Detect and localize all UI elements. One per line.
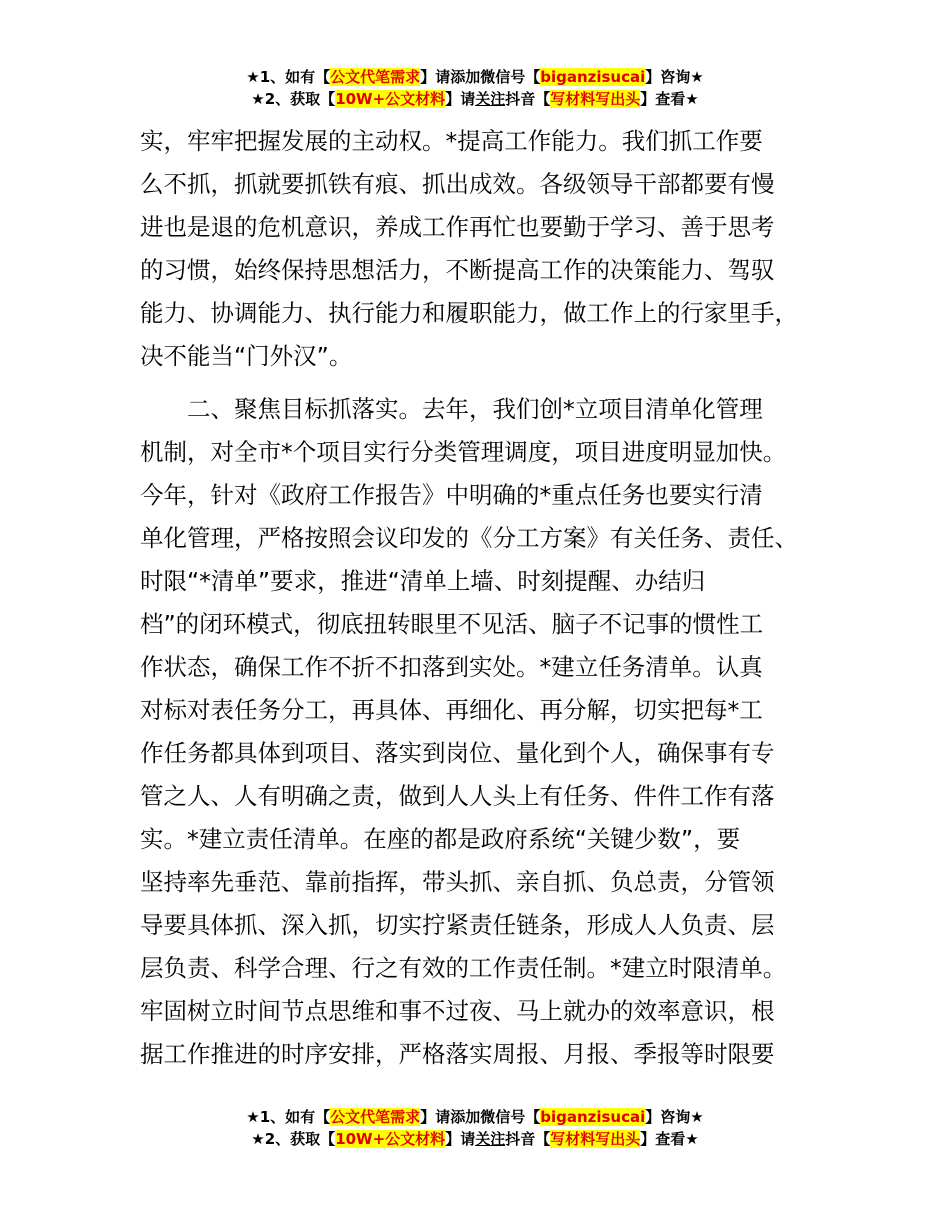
text-line: 对标对表任务分工，再具体、再细化、再分解，切实把每*工 [140,696,763,724]
text-line: 单化管理，严格按照会议印发的《分工方案》有关任务、责任、 [140,524,798,552]
banner-line-1 [0,66,950,88]
paragraph-spacing [140,378,840,388]
text-line: 坚持率先垂范、靠前指挥，带头抓、亲自抓、负总责，分管领 [140,868,775,896]
text-line: 时限“*清单”要求，推进“清单上墙、时刻提醒、办结归 [140,567,706,595]
banner-highlight: biganzisucai [540,1108,646,1126]
banner-line-2 [0,1128,950,1150]
text-line: 今年，针对《政府工作报告》中明确的*重点任务也要实行清 [140,481,763,509]
text-line: 导要具体抓、深入抓，切实拧紧责任链条，形成人人负责、层 [140,911,775,939]
text-line: 牢固树立时间节点思维和事不过夜、马上就办的效率意识，根 [140,997,775,1025]
text-line: 能力、协调能力、执行能力和履职能力，做工作上的行家里手， [140,299,798,327]
text-line: 机制，对全市*个项目实行分类管理调度，项目进度明显加快。 [140,438,787,466]
document-body [140,120,840,1076]
text-line: 么不抓，抓就要抓铁有痕、抓出成效。各级领导干部都要有慢 [140,170,775,198]
banner-highlight: 写材料写出头 [550,1130,641,1148]
text-line: 实，牢牢把握发展的主动权。*提高工作能力。我们抓工作要 [140,127,763,155]
banner-text: 】咨询★ [645,1108,704,1126]
banner-text: 】请添加微信号【 [420,68,541,86]
banner-underlined-text: 关注 [475,1130,506,1148]
paragraph-1 [140,120,840,378]
banner-text: 】查看★ [640,90,699,108]
banner-text: 】请添加微信号【 [420,1108,541,1126]
text-line: 据工作推进的时序安排，严格落实周报、月报、季报等时限要 [140,1040,775,1068]
text-line: 实。*建立责任清单。在座的都是政府系统“关键少数”，要 [140,825,741,853]
banner-text: 】咨询★ [645,68,704,86]
banner-highlight: biganzisucai [540,68,646,86]
banner-text: ★1、如有【 [246,68,331,86]
text-line: 层负责、科学合理、行之有效的工作责任制。*建立时限清单。 [140,954,787,982]
text-line: 进也是退的危机意识，养成工作再忙也要勤于学习、善于思考 [140,213,775,241]
header-banner [0,66,950,110]
text-line: 决不能当“门外汉”。 [140,342,353,370]
footer-banner [0,1106,950,1150]
banner-underlined-text: 关注 [475,90,506,108]
text-line: 二、聚焦目标抓落实。去年，我们创*立项目清单化管理 [140,395,763,423]
text-line: 的习惯，始终保持思想活力，不断提高工作的决策能力、驾驭 [140,256,775,284]
banner-line-2 [0,88,950,110]
banner-highlight: 公文代笔需求 [330,1108,421,1126]
text-line: 作任务都具体到项目、落实到岗位、量化到个人，确保事有专 [140,739,775,767]
paragraph-2 [140,388,840,1076]
banner-highlight: 公文代笔需求 [330,68,421,86]
banner-text: ★1、如有【 [246,1108,331,1126]
banner-text: ★2、获取【 [251,90,336,108]
text-line: 作状态，确保工作不折不扣落到实处。*建立任务清单。认真 [140,653,763,681]
banner-highlight: 10W+公文材料 [335,90,446,108]
banner-text: 】查看★ [640,1130,699,1148]
banner-text: 抖音【 [505,1130,551,1148]
banner-text: ★2、获取【 [251,1130,336,1148]
banner-highlight: 10W+公文材料 [335,1130,446,1148]
banner-highlight: 写材料写出头 [550,90,641,108]
banner-text: 】请 [445,90,476,108]
text-line: 档”的闭环模式，彻底扭转眼里不见活、脑子不记事的惯性工 [140,610,764,638]
banner-line-1 [0,1106,950,1128]
banner-text: 抖音【 [505,90,551,108]
text-line: 管之人、人有明确之责，做到人人头上有任务、件件工作有落 [140,782,775,810]
banner-text: 】请 [445,1130,476,1148]
